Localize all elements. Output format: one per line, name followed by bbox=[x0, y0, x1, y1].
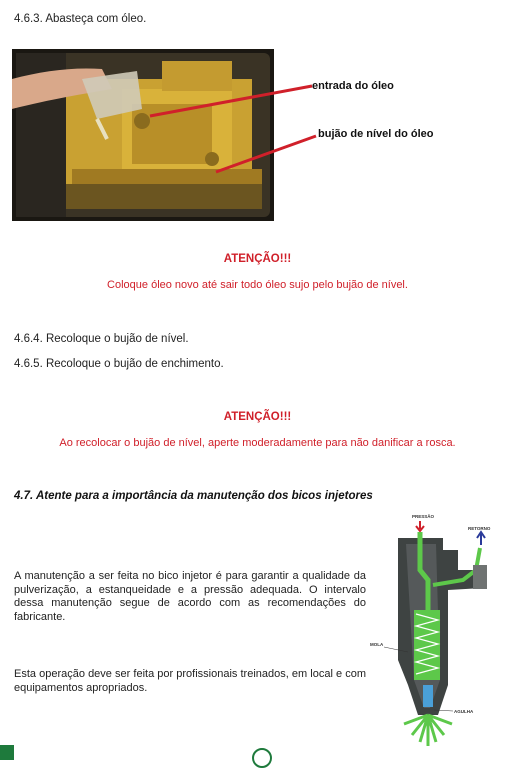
callout-lines bbox=[0, 0, 515, 230]
warning-1-title: ATENÇÃO!!! bbox=[223, 253, 292, 265]
level-plug-pointer bbox=[216, 136, 316, 172]
spring-label: MOLA bbox=[370, 642, 384, 647]
warning-2-text: Ao recolocar o bujão de nível, aperte moderadamente para não danificar a rosca. bbox=[59, 437, 456, 449]
section-4-7-paragraph-2: Esta operação deve ser feita por profissionais treinados, em local e com equipamentos apropriados. bbox=[14, 668, 366, 694]
oil-inlet-label: entrada do óleo bbox=[312, 80, 394, 92]
step-4-6-5: 4.6.5. Recoloque o bujão de enchimento. bbox=[14, 358, 224, 370]
spray-icon bbox=[404, 715, 452, 746]
level-plug-label: bujão de nível do óleo bbox=[318, 128, 434, 140]
step-4-6-3: 4.6.3. Abasteça com óleo. bbox=[14, 13, 147, 25]
return-arrow-icon bbox=[477, 532, 485, 545]
footer-green-tab bbox=[0, 745, 14, 760]
pressure-label: PRESSÃO bbox=[412, 514, 435, 519]
needle-label: AGULHA bbox=[454, 709, 474, 714]
section-4-7-paragraph-1: A manutenção a ser feita no bico injetor é para garantir a qualidade da pulverização, a estanqueidade e a pressão adequada. O intervalo dessa manutenção segue de acordo com as recomendações do fabricante. bbox=[14, 570, 366, 623]
pressure-arrow-icon bbox=[416, 521, 424, 531]
footer-logo-icon bbox=[252, 748, 272, 768]
warning-2-title: ATENÇÃO!!! bbox=[223, 411, 292, 423]
oil-inlet-pointer bbox=[150, 86, 312, 116]
return-label: RETORNO bbox=[468, 526, 491, 531]
needle-icon bbox=[423, 685, 433, 707]
warning-1-text: Coloque óleo novo até sair todo óleo sujo pelo bujão de nível. bbox=[107, 279, 408, 291]
injector-diagram bbox=[368, 510, 508, 760]
step-4-6-4: 4.6.4. Recoloque o bujão de nível. bbox=[14, 333, 189, 345]
section-4-7-title: 4.7. Atente para a importância da manutenção dos bicos injetores bbox=[14, 490, 373, 502]
